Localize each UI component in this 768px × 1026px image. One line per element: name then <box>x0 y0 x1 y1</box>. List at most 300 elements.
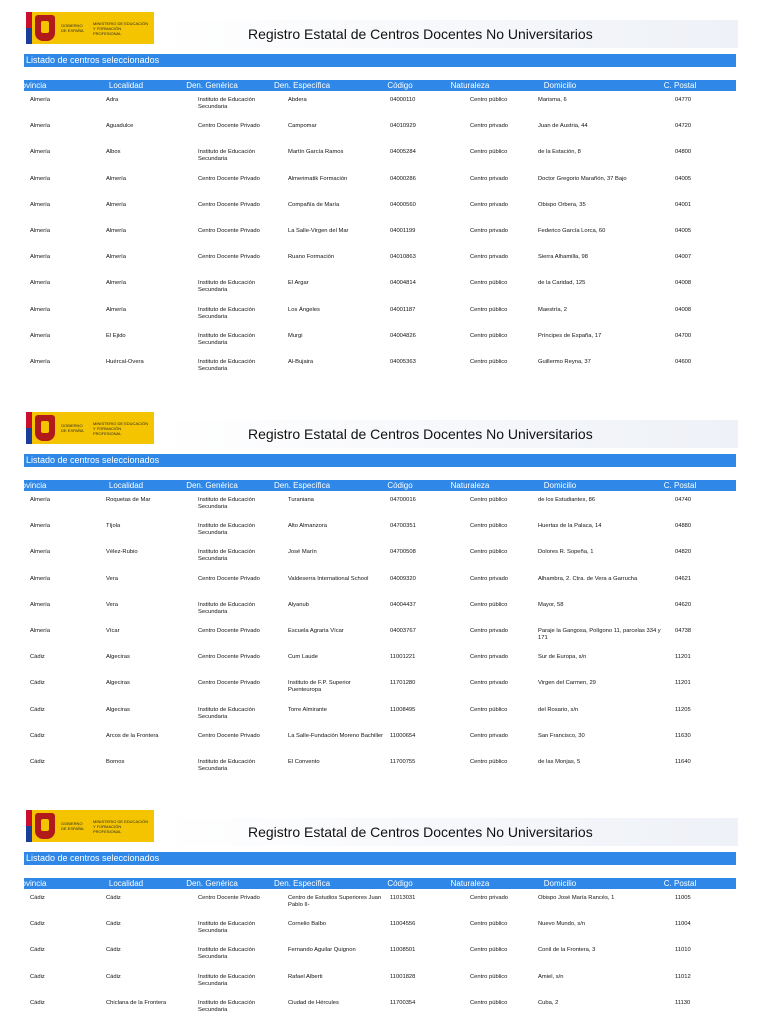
table-cell: Maestría, 2 <box>538 306 567 313</box>
table-row[interactable] <box>24 359 736 385</box>
table-cell: Almería <box>30 97 50 103</box>
table-cell: Centro Docente Privado <box>198 201 260 208</box>
table-cell: 04000560 <box>390 201 416 208</box>
table-cell: Amiel, s/n <box>538 973 564 980</box>
table-cell: Almería <box>106 228 126 234</box>
table-cell: Instituto de Educación Secundaria <box>198 306 256 320</box>
column-header[interactable]: Localidad <box>108 481 144 490</box>
table-cell: 04005 <box>675 228 692 234</box>
table-cell: Instituto de Educación Secundaria <box>198 706 256 720</box>
table-row[interactable] <box>24 228 736 254</box>
table-row[interactable] <box>24 1000 736 1026</box>
table-cell: 11205 <box>675 706 691 713</box>
table-cell: Vera <box>106 575 118 582</box>
table-cell: Cádiz <box>30 759 45 765</box>
table-cell: Algeciras <box>106 706 130 713</box>
table-cell: Turaniana <box>288 497 314 503</box>
table-row[interactable] <box>24 759 736 785</box>
table-cell: Campomar <box>288 123 317 130</box>
column-header[interactable]: Naturaleza <box>450 81 490 90</box>
table-cell: José Marín <box>288 549 317 556</box>
table-cell: Marisma, 6 <box>538 97 567 103</box>
table-cell: Cádiz <box>30 895 45 901</box>
table-cell: 11001828 <box>390 973 416 980</box>
table-cell: Almería <box>30 228 50 234</box>
table-cell: 04001187 <box>390 306 416 313</box>
table-cell: Almería <box>106 201 126 208</box>
table-cell: Cádiz <box>30 999 45 1006</box>
column-header[interactable]: Provincia <box>13 481 47 490</box>
table-cell: 04700351 <box>390 523 416 530</box>
table-cell: 04001199 <box>390 228 416 234</box>
table-cell: Cuba, 2 <box>538 999 559 1006</box>
table-cell: 04700508 <box>390 549 416 556</box>
table-cell: 04720 <box>675 123 692 130</box>
gov-text: GOBIERNO DE ESPAÑA <box>61 23 84 33</box>
column-header[interactable]: Localidad <box>108 81 144 90</box>
column-header[interactable]: Den. Específica <box>273 879 331 888</box>
table-cell: de las Monjas, 5 <box>538 759 581 765</box>
column-header[interactable]: C. Postal <box>663 81 697 90</box>
table-cell: Aguadulce <box>106 123 134 130</box>
ministry-text: MINISTERIO DE EDUCACIÓN Y FORMACIÓN PROFESIONAL <box>93 818 149 834</box>
table-cell: Arcos de la Frontera <box>106 732 159 739</box>
table-cell: Obispo Orbera, 35 <box>538 201 586 208</box>
table-cell: 04740 <box>675 497 692 503</box>
table-row[interactable] <box>24 680 736 706</box>
table-cell: Centro Docente Privado <box>198 628 260 634</box>
table-cell: Almería <box>30 575 50 582</box>
table-row[interactable] <box>24 602 736 628</box>
table-cell: 11013031 <box>390 895 416 901</box>
table-cell: Almería <box>30 306 50 313</box>
table-cell: Bornos <box>106 759 125 765</box>
table-cell: Almería <box>30 254 50 261</box>
table-cell: Alyanub <box>288 601 309 608</box>
table-cell: 04008 <box>675 306 692 313</box>
column-header[interactable]: Código <box>387 879 413 888</box>
table-cell: 04004437 <box>390 601 416 608</box>
page-title: Registro Estatal de Centros Docentes No Universitarios <box>248 824 593 840</box>
column-header[interactable]: Naturaleza <box>450 481 490 490</box>
table-cell: Torre Almirante <box>288 706 327 713</box>
column-header[interactable]: Código <box>387 481 413 490</box>
table-cell: Cádiz <box>106 973 121 980</box>
table-cell: 11005 <box>675 895 691 901</box>
page-title: Registro Estatal de Centros Docentes No Universitarios <box>248 426 593 442</box>
table-cell: Centro privado <box>470 228 509 234</box>
table-row[interactable] <box>24 654 736 680</box>
table-cell: Centro público <box>470 759 508 765</box>
table-cell: 04010863 <box>390 254 416 261</box>
table-cell: Almería <box>30 628 50 634</box>
table-row[interactable] <box>24 707 736 733</box>
table-cell: Dolores R. Sopeña, 1 <box>538 549 594 556</box>
table-cell: Almería <box>30 359 50 365</box>
table-cell: Al-Bujaira <box>288 359 314 365</box>
table-cell: La Salle-Fundación Moreno Bachiller <box>288 732 384 739</box>
table-row[interactable] <box>24 549 736 575</box>
table-cell: del Rosario, s/n <box>538 706 579 713</box>
table-cell: Centro Docente Privado <box>198 254 260 261</box>
table-row[interactable] <box>24 123 736 149</box>
table-cell: Cádiz <box>30 732 45 739</box>
table-cell: 04005284 <box>390 149 416 156</box>
table-cell: de la Caridad, 125 <box>538 280 586 287</box>
flag-blue <box>26 28 32 44</box>
column-header[interactable]: Provincia <box>13 81 47 90</box>
table-cell: Juan de Austria, 44 <box>538 123 588 130</box>
table-cell: 04010929 <box>390 123 416 130</box>
table-cell: Conil de la Frontera, 3 <box>538 947 596 954</box>
table-cell: Almería <box>30 549 50 556</box>
column-header[interactable]: Domicilio <box>543 481 577 490</box>
table-row[interactable] <box>24 202 736 228</box>
column-header-row <box>13 80 736 91</box>
table-row[interactable] <box>24 254 736 280</box>
table-cell: Centro privado <box>470 123 509 130</box>
table-cell: Instituto de Educación Secundaria <box>198 549 256 563</box>
table-cell: Federico García Lorca, 60 <box>538 228 606 234</box>
table-cell: Murgi <box>288 332 303 339</box>
table-cell: Centro Docente Privado <box>198 228 260 234</box>
gov-text: GOBIERNO DE ESPAÑA <box>61 423 84 433</box>
government-logo <box>26 412 154 444</box>
flag-stripe <box>26 412 32 444</box>
flag-red <box>26 12 32 28</box>
table-cell: Almerimatik Formación <box>288 175 348 182</box>
table-cell: 04770 <box>675 97 692 103</box>
table-cell: 11700755 <box>390 759 416 765</box>
table-cell: Virgen del Carmen, 29 <box>538 680 596 687</box>
table-row[interactable] <box>24 97 736 123</box>
table-cell: Cádiz <box>30 706 45 713</box>
table-cell: Cádiz <box>30 947 45 954</box>
column-header[interactable]: Provincia <box>13 879 47 888</box>
table-cell: Centro público <box>470 973 508 980</box>
table-cell: 11201 <box>675 654 691 661</box>
table-cell: Centro Docente Privado <box>198 123 260 130</box>
table-cell: Centro Docente Privado <box>198 895 260 901</box>
table-cell: Almería <box>30 149 50 156</box>
table-cell: 04620 <box>675 601 692 608</box>
table-cell: Vera <box>106 601 118 608</box>
column-header-row <box>13 878 736 889</box>
table-cell: Centro público <box>470 706 508 713</box>
column-header[interactable]: Den. Genérica <box>186 481 238 490</box>
table-cell: 11010 <box>675 947 691 954</box>
table-cell: Almería <box>106 175 126 182</box>
table-cell: Almería <box>30 601 50 608</box>
table-cell: 04003767 <box>390 628 416 634</box>
ministry-text: MINISTERIO DE EDUCACIÓN Y FORMACIÓN PROFESIONAL <box>93 420 149 436</box>
table-cell: 11001221 <box>390 654 416 661</box>
table-cell: Instituto de Educación Secundaria <box>198 97 256 110</box>
table-cell: Centro privado <box>470 575 509 582</box>
table-cell: Roquetas de Mar <box>106 497 151 503</box>
table-cell: Centro privado <box>470 732 509 739</box>
ministry-text: MINISTERIO DE EDUCACIÓN Y FORMACIÓN PROFESIONAL <box>93 20 149 36</box>
table-cell: Instituto de Educación Secundaria <box>198 523 256 537</box>
table-cell: 11640 <box>675 759 691 765</box>
gov-text: GOBIERNO DE ESPAÑA <box>61 821 84 831</box>
table-cell: Cádiz <box>106 921 121 928</box>
table-cell: Instituto de Educación Secundaria <box>198 359 256 372</box>
table-cell: Vélez-Rubio <box>106 549 138 556</box>
table-row[interactable] <box>24 947 736 973</box>
table-cell: Huércal-Overa <box>106 359 144 365</box>
table-cell: Martín García Ramos <box>288 149 344 156</box>
table-cell: 04005 <box>675 175 692 182</box>
column-header[interactable]: C. Postal <box>663 879 697 888</box>
column-header[interactable]: Naturaleza <box>450 879 490 888</box>
table-cell: Sierra Alhamilla, 98 <box>538 254 588 261</box>
table-row[interactable] <box>24 497 736 523</box>
table-cell: Cádiz <box>106 895 121 901</box>
table-cell: Sur de Europa, s/n <box>538 654 587 661</box>
table-cell: 04008 <box>675 280 692 287</box>
table-cell: Instituto de Educación Secundaria <box>198 332 256 346</box>
table-cell: Almería <box>30 280 50 287</box>
table-cell: Tíjola <box>106 523 121 530</box>
table-cell: Instituto de F.P. Superior Puenteuropa <box>288 680 351 694</box>
table-cell: 11004556 <box>390 921 416 928</box>
table-cell: Centro Docente Privado <box>198 654 260 661</box>
column-header[interactable]: Den. Genérica <box>186 81 238 90</box>
column-header-row <box>13 480 736 491</box>
flag-stripe <box>26 810 32 842</box>
table-cell: 11700354 <box>390 999 416 1006</box>
table-cell: Centro Docente Privado <box>198 732 260 739</box>
table-cell: de los Estudiantes, 86 <box>538 497 596 503</box>
table-cell: Centro privado <box>470 628 509 634</box>
table-cell: Instituto de Educación Secundaria <box>198 921 256 935</box>
table-cell: Algeciras <box>106 680 130 687</box>
list-header-bar: Listado de centros seleccionados <box>24 454 736 467</box>
table-cell: Almería <box>30 497 50 503</box>
table-row[interactable] <box>24 307 736 333</box>
table-cell: Almería <box>30 123 50 130</box>
table-cell: Instituto de Educación Secundaria <box>198 280 256 294</box>
table-cell: Centro público <box>470 359 508 365</box>
table-cell: 04738 <box>675 628 692 634</box>
table-cell: Centro privado <box>470 201 509 208</box>
column-header[interactable]: Den. Específica <box>273 481 331 490</box>
table-cell: Centro público <box>470 947 508 954</box>
table-cell: Almería <box>30 175 50 182</box>
table-cell: 04007 <box>675 254 692 261</box>
table-cell: 11012 <box>675 973 691 980</box>
column-header[interactable]: C. Postal <box>663 481 697 490</box>
report-page <box>0 0 768 396</box>
table-cell: Almería <box>106 280 126 287</box>
table-cell: 04621 <box>675 575 692 582</box>
table-cell: 11008501 <box>390 947 416 954</box>
table-cell: Centro público <box>470 97 508 103</box>
table-cell: 04600 <box>675 359 692 365</box>
flag-blue <box>26 428 32 444</box>
table-row[interactable] <box>24 921 736 947</box>
table-row[interactable] <box>24 149 736 175</box>
flag-stripe <box>26 12 32 44</box>
coat-of-arms-icon <box>35 813 55 839</box>
table-cell: La Salle-Virgen del Mar <box>288 228 349 234</box>
table-cell: Doctor Gregorio Marañón, 37 Bajo <box>538 175 627 182</box>
table-row[interactable] <box>24 628 736 654</box>
table-cell: Instituto de Educación Secundaria <box>198 759 256 772</box>
table-cell: Centro público <box>470 523 508 530</box>
table-cell: Instituto de Educación Secundaria <box>198 973 256 987</box>
table-row[interactable] <box>24 176 736 202</box>
table-cell: Adra <box>106 97 119 103</box>
table-cell: Cádiz <box>30 654 45 661</box>
table-cell: Alhambra, 2. Ctra. de Vera a Garrucha <box>538 575 638 582</box>
table-cell: Mayor, 58 <box>538 601 564 608</box>
column-header[interactable]: Domicilio <box>543 879 577 888</box>
table-cell: Vícar <box>106 628 120 634</box>
table-row[interactable] <box>24 576 736 602</box>
table-row[interactable] <box>24 895 736 921</box>
table-cell: Ruano Formación <box>288 254 335 261</box>
column-header[interactable]: Den. Específica <box>273 81 331 90</box>
table-cell: 04005363 <box>390 359 416 365</box>
report-page <box>0 400 768 796</box>
table-cell: Fernando Aguilar Quignon <box>288 947 356 954</box>
table-cell: Centro privado <box>470 680 509 687</box>
table-cell: 04000110 <box>390 97 416 103</box>
table-cell: Los Ángeles <box>288 306 320 313</box>
table-cell: 04009320 <box>390 575 416 582</box>
table-cell: Príncipes de España, 17 <box>538 332 602 339</box>
table-cell: Cádiz <box>30 680 45 687</box>
table-cell: de la Estación, 8 <box>538 149 581 156</box>
table-cell: Paraje la Gangosa, Polígono 11, parcelas 334 y 171 <box>538 628 661 641</box>
table-cell: Cádiz <box>30 973 45 980</box>
table-cell: Almería <box>106 254 126 261</box>
table-cell: Obispo José María Rancés, 1 <box>538 895 615 901</box>
list-header-bar: Listado de centros seleccionados <box>24 54 736 67</box>
table-cell: Centro público <box>470 921 508 928</box>
table-cell: 04880 <box>675 523 692 530</box>
table-row[interactable] <box>24 733 736 759</box>
table-cell: 11000654 <box>390 732 416 739</box>
table-cell: Compañía de María <box>288 201 340 208</box>
table-cell: Nuevo Mundo, s/n <box>538 921 586 928</box>
coat-of-arms-icon <box>35 15 55 41</box>
table-cell: Ciudad de Hércules <box>288 999 339 1006</box>
table-cell: 11701280 <box>390 680 416 687</box>
table-cell: Instituto de Educación Secundaria <box>198 947 256 961</box>
flag-red <box>26 412 32 428</box>
table-cell: Centro público <box>470 549 508 556</box>
table-cell: 04000286 <box>390 175 416 182</box>
table-cell: 04001 <box>675 201 692 208</box>
table-cell: Centro de Estudios Superiores Juan Pablo II- <box>288 895 382 908</box>
table-cell: 11201 <box>675 680 691 687</box>
table-cell: 04004814 <box>390 280 416 287</box>
table-cell: Cádiz <box>30 921 45 928</box>
table-cell: Almería <box>106 306 126 313</box>
table-cell: Centro Docente Privado <box>198 175 260 182</box>
table-cell: Valdeserra International School <box>288 575 369 582</box>
table-cell: Centro privado <box>470 654 509 661</box>
table-cell: Centro público <box>470 332 508 339</box>
column-header[interactable]: Den. Genérica <box>186 879 238 888</box>
table-cell: El Argar <box>288 280 309 287</box>
table-cell: Cum Laude <box>288 654 318 661</box>
table-cell: 04700016 <box>390 497 416 503</box>
table-cell: Centro privado <box>470 895 509 901</box>
table-cell: Centro público <box>470 280 508 287</box>
table-cell: 11630 <box>675 732 691 739</box>
table-cell: San Francisco, 30 <box>538 732 585 739</box>
table-cell: 04820 <box>675 549 692 556</box>
table-cell: Instituto de Educación Secundaria <box>198 149 256 163</box>
table-cell: El Convento <box>288 759 320 765</box>
table-cell: Guillermo Reyna, 37 <box>538 359 591 365</box>
table-cell: Centro público <box>470 497 508 503</box>
coat-of-arms-icon <box>35 415 55 441</box>
table-cell: Albox <box>106 149 121 156</box>
table-row[interactable] <box>24 523 736 549</box>
table-cell: 11130 <box>675 999 691 1006</box>
table-cell: 11008495 <box>390 706 416 713</box>
table-cell: Abdera <box>288 97 307 103</box>
table-cell: Almería <box>30 201 50 208</box>
column-header[interactable]: Localidad <box>108 879 144 888</box>
table-cell: Instituto de Educación Secundaria <box>198 601 256 615</box>
table-cell: Centro público <box>470 601 508 608</box>
table-cell: Centro Docente Privado <box>198 575 260 582</box>
table-cell: Centro público <box>470 149 508 156</box>
table-cell: El Ejido <box>106 332 126 339</box>
table-cell: Algeciras <box>106 654 130 661</box>
table-row[interactable] <box>24 280 736 306</box>
government-logo <box>26 12 154 44</box>
table-cell: Centro Docente Privado <box>198 680 260 687</box>
table-cell: 04700 <box>675 332 692 339</box>
table-row[interactable] <box>24 333 736 359</box>
table-cell: Centro público <box>470 306 508 313</box>
column-header[interactable]: Código <box>387 81 413 90</box>
table-cell: Instituto de Educación Secundaria <box>198 497 256 510</box>
table-cell: Centro privado <box>470 254 509 261</box>
table-cell: Alto Almanzora <box>288 523 327 530</box>
table-cell: Chiclana de la Frontera <box>106 999 167 1006</box>
table-cell: Almería <box>30 332 50 339</box>
table-cell: Centro privado <box>470 175 509 182</box>
page-title: Registro Estatal de Centros Docentes No Universitarios <box>248 26 593 42</box>
table-cell: 04004826 <box>390 332 416 339</box>
list-header-bar: Listado de centros seleccionados <box>24 852 736 865</box>
table-cell: Cornelio Balbo <box>288 921 327 928</box>
flag-red <box>26 810 32 826</box>
column-header[interactable]: Domicilio <box>543 81 577 90</box>
table-cell: 04800 <box>675 149 692 156</box>
table-cell: Escuela Agraria Vícar <box>288 628 344 634</box>
table-cell: 11004 <box>675 921 691 928</box>
table-cell: Huertas de la Palaca, 14 <box>538 523 602 530</box>
table-cell: Centro público <box>470 999 508 1006</box>
table-cell: Cádiz <box>106 947 121 954</box>
table-row[interactable] <box>24 974 736 1000</box>
table-cell: Rafael Alberti <box>288 973 323 980</box>
government-logo <box>26 810 154 842</box>
flag-blue <box>26 826 32 842</box>
table-cell: Instituto de Educación Secundaria <box>198 999 256 1013</box>
report-page <box>0 798 768 1024</box>
table-cell: Almería <box>30 523 50 530</box>
